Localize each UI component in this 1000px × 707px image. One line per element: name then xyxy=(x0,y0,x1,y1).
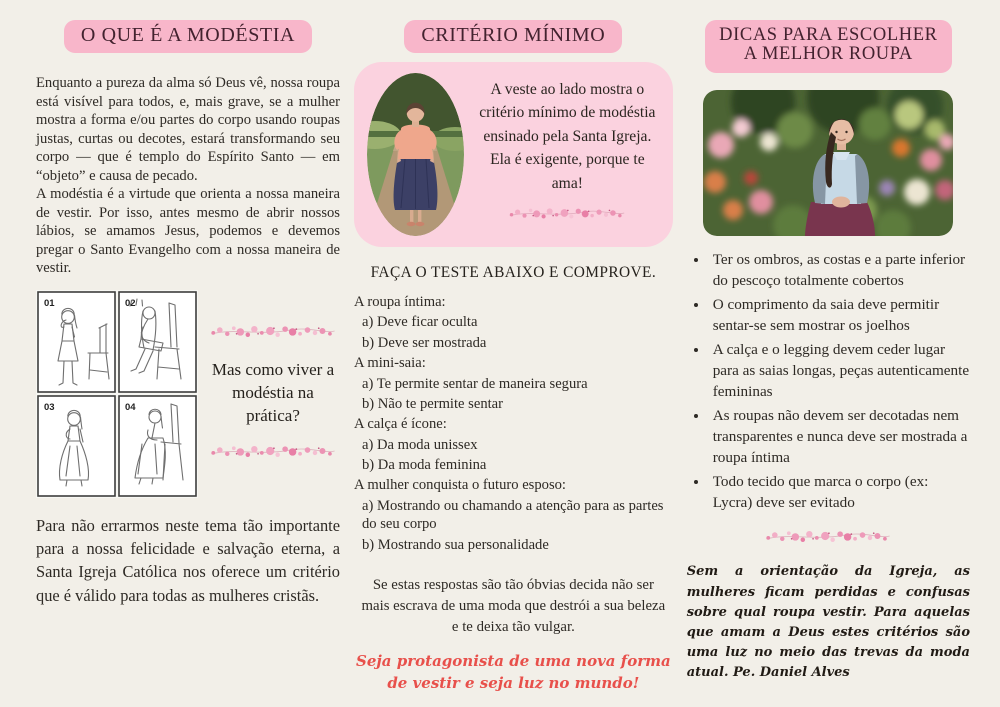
modest-outfit-photo xyxy=(367,73,464,236)
quiz-question: A calça é ícone: xyxy=(354,416,447,433)
right-panel xyxy=(687,20,970,694)
left-paragraph-1: Enquanto a pureza da alma só Deus vê, nossa roupa está visível para todos, e, mais grave, se a mulher mostra a forma e/ou partes do corpo usando roupas justas, curtas ou decotes, estará transformando seu corpo — que é templo do Espírito Santo — em “objeto” e causa de pecado. xyxy=(36,75,340,184)
criterio-box-text: A veste ao lado mostra o critério mínimo de modéstia ensinado pela Santa Igreja. Ela é exigente, porque te ama! xyxy=(479,81,656,192)
panel-number-1: 01 xyxy=(44,297,55,309)
left-paragraph-2: A modéstia é a virtude que orienta a nossa maneira de vestir. Por isso, antes mesmo de abrir nossos lábios, se amamos Jesus, podemos e devemos pregar o Santo Evangelho com a nossa maneira de vestir. xyxy=(36,186,340,277)
quiz-option: a) Deve ficar oculta xyxy=(362,314,478,331)
modesty-comic-illustration xyxy=(36,290,198,498)
closing-text: Se estas respostas são tão óbvias decida não ser mais escrava de uma moda que destrói a sua beleza e te deixa tão vulgar. xyxy=(361,576,666,635)
right-title-line2: A MELHOR ROUPA xyxy=(743,44,913,65)
call-to-action-text: Seja protagonista de uma nova forma de vestir e seja luz no mundo! xyxy=(356,651,671,692)
left-panel xyxy=(36,20,340,694)
flower-garland-icon xyxy=(487,200,647,226)
quiz-option: a) Mostrando ou chamando a atenção para as partes do seu corpo xyxy=(362,497,664,533)
quiz-question: A roupa íntima: xyxy=(354,294,446,310)
quiz-option: a) Te permite sentar de maneira segura xyxy=(362,375,588,392)
quiz-option: b) Mostrando sua personalidade xyxy=(362,536,549,553)
flower-garland-icon xyxy=(204,317,342,345)
middle-panel-title: CRITÉRIO MÍNIMO xyxy=(404,20,622,53)
criterio-minimo-box xyxy=(354,62,673,247)
quiz-option: b) Deve ser mostrada xyxy=(362,334,487,351)
tip-item: • As roupas não devem ser decotadas nem transparentes e nunca deve ser mostrada a roupa íntima xyxy=(709,406,970,469)
tip-item: • Ter os ombros, as costas e a parte inferior do pescoço totalmente cobertos xyxy=(709,250,970,292)
quiz-option: a) Da moda unissex xyxy=(362,436,478,453)
garden-portrait-photo xyxy=(703,90,953,236)
middle-panel xyxy=(354,20,673,694)
panel-number-3: 03 xyxy=(44,401,55,413)
panel-number-2: 02 xyxy=(125,297,136,309)
quiz-question: A mini-saia: xyxy=(354,355,426,372)
quiz-question: A mulher conquista o futuro esposo: xyxy=(354,477,566,494)
left-panel-title: O QUE É A MODÉSTIA xyxy=(64,20,312,53)
quiz-option: b) Não te permite sentar xyxy=(362,395,504,412)
quiz-list xyxy=(354,293,673,554)
panel-number-4: 04 xyxy=(125,401,136,413)
quiz-option: b) Da moda feminina xyxy=(362,457,487,473)
left-paragraph-3: Para não errarmos neste tema tão importante para a nossa felicidade e salvação eterna, a Santa Igreja Católica nos oferece um critério que é válido para todas as mulheres cristãs. xyxy=(36,515,340,605)
tip-item: • A calça e o legging devem ceder lugar para as saias longas, peças autenticamente femininas xyxy=(709,340,970,403)
tip-item: • O comprimento da saia deve permitir sentar-se sem mostrar os joelhos xyxy=(709,295,970,337)
right-title-line1: DICAS PARA ESCOLHER xyxy=(719,25,938,45)
flower-garland-icon xyxy=(204,437,342,465)
right-panel-title xyxy=(705,20,951,73)
test-heading: FAÇA O TESTE ABAIXO E COMPROVE. xyxy=(370,264,657,281)
priest-quote: Sem a orientação da Igreja, as mulheres ficam perdidas e confusas sobre qual roupa vestir. Para aquelas que amam a Deus estes critérios são uma luz no meio das trevas da moda atual. Pe. Daniel Alves xyxy=(686,564,970,681)
tip-item: • Todo tecido que marca o corpo (ex: Lycra) deve ser evitado xyxy=(709,472,970,514)
practice-question: Mas como viver a modéstia na prática? xyxy=(211,360,335,426)
flower-garland-icon xyxy=(759,522,897,550)
tips-list xyxy=(687,250,970,514)
